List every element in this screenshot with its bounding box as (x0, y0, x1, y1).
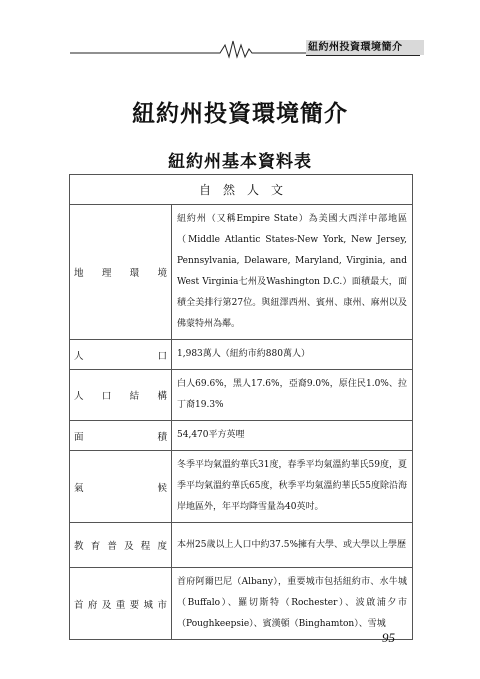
label-char: 城 (143, 599, 154, 611)
label-char: 結 (129, 391, 140, 402)
page-number: 95 (382, 630, 395, 645)
row-label (70, 523, 172, 568)
label-char: 要 (129, 599, 140, 611)
table-row (70, 205, 413, 340)
table-row (70, 523, 413, 568)
label-char: 構 (157, 391, 167, 402)
label-char: 程 (140, 541, 151, 552)
label-char: 積 (157, 431, 167, 443)
table-row (70, 568, 413, 640)
row-value: 1,983萬人（紐約市約880萬人） (172, 340, 413, 370)
table-heading: 自然人文 (70, 175, 413, 205)
row-label (70, 568, 172, 640)
row-label-text (74, 388, 167, 402)
table-row (70, 370, 413, 421)
label-char: 理 (101, 268, 112, 279)
row-label-text (74, 265, 167, 279)
row-label-text (74, 538, 167, 552)
label-char: 府 (87, 599, 98, 611)
basic-info-table (69, 174, 413, 640)
label-char: 候 (157, 482, 167, 494)
row-value: 紐約州（又稱Empire State）為美國大西洋中部地區（Middle Atlantic States-New York, New Jersey, Pennsylvania, Delaware, Maryland, Virginia, and West Virginia七州及Washington D.C.）面積最大，面積全美排行第27位。與紐澤西州、賓州、康州、麻州以及佛蒙特州為鄰。 (172, 205, 413, 340)
label-char: 氣 (74, 482, 84, 494)
label-char: 重 (115, 599, 126, 611)
row-label (70, 421, 172, 451)
table-row (70, 421, 413, 451)
row-label (70, 451, 172, 523)
running-title: 紐約州投資環境簡介 (308, 42, 403, 53)
label-char: 地 (74, 268, 84, 279)
label-char: 人 (74, 350, 84, 362)
row-value: 冬季平均氣溫約華氏31度，春季平均氣溫約華氏59度，夏季平均氣溫約華氏65度，秋季平均氣溫約華氏55度除沿海岸地區外，年平均降雪量為40英吋。 (172, 451, 413, 523)
label-char: 環 (129, 268, 140, 279)
label-char: 市 (157, 599, 167, 611)
row-label (70, 205, 172, 340)
table-row (70, 451, 413, 523)
label-char: 境 (157, 268, 167, 279)
label-char: 及 (124, 541, 134, 552)
label-char: 育 (90, 541, 101, 552)
label-char: 普 (107, 541, 117, 552)
row-label (70, 340, 172, 370)
label-char: 面 (74, 431, 84, 443)
page-header (70, 36, 420, 60)
label-char: 人 (74, 391, 84, 402)
row-value: 首府阿爾巴尼（Albany），重要城市包括紐約市、水牛城（Buffalo）、羅切斯特（Rochester）、波啟浦夕市（Poughkeepsie）、賓漢頓（Binghamton）、雪城 (172, 568, 413, 640)
row-value: 本州25歲以上人口中約37.5%擁有大學、或大學以上學歷 (172, 523, 413, 568)
label-char: 教 (74, 541, 84, 552)
row-label-text (74, 480, 167, 494)
label-char: 及 (101, 599, 112, 611)
page-subtitle: 紐約州基本資料表 (168, 152, 312, 172)
label-char: 口 (157, 350, 167, 362)
label-char: 口 (101, 391, 112, 402)
row-label-text (74, 348, 167, 362)
table-row (70, 340, 413, 370)
row-label-text (74, 429, 167, 443)
label-char: 度 (157, 541, 167, 552)
row-label-text (74, 597, 167, 611)
row-value: 54,470平方英哩 (172, 421, 413, 451)
table-heading-row (70, 175, 413, 205)
row-value: 白人69.6%，黑人17.6%，亞裔9.0%，原住民1.0%、拉丁裔19.3% (172, 370, 413, 421)
page-title: 紐約州投資環境簡介 (132, 101, 348, 127)
label-char: 首 (74, 599, 84, 611)
row-label (70, 370, 172, 421)
